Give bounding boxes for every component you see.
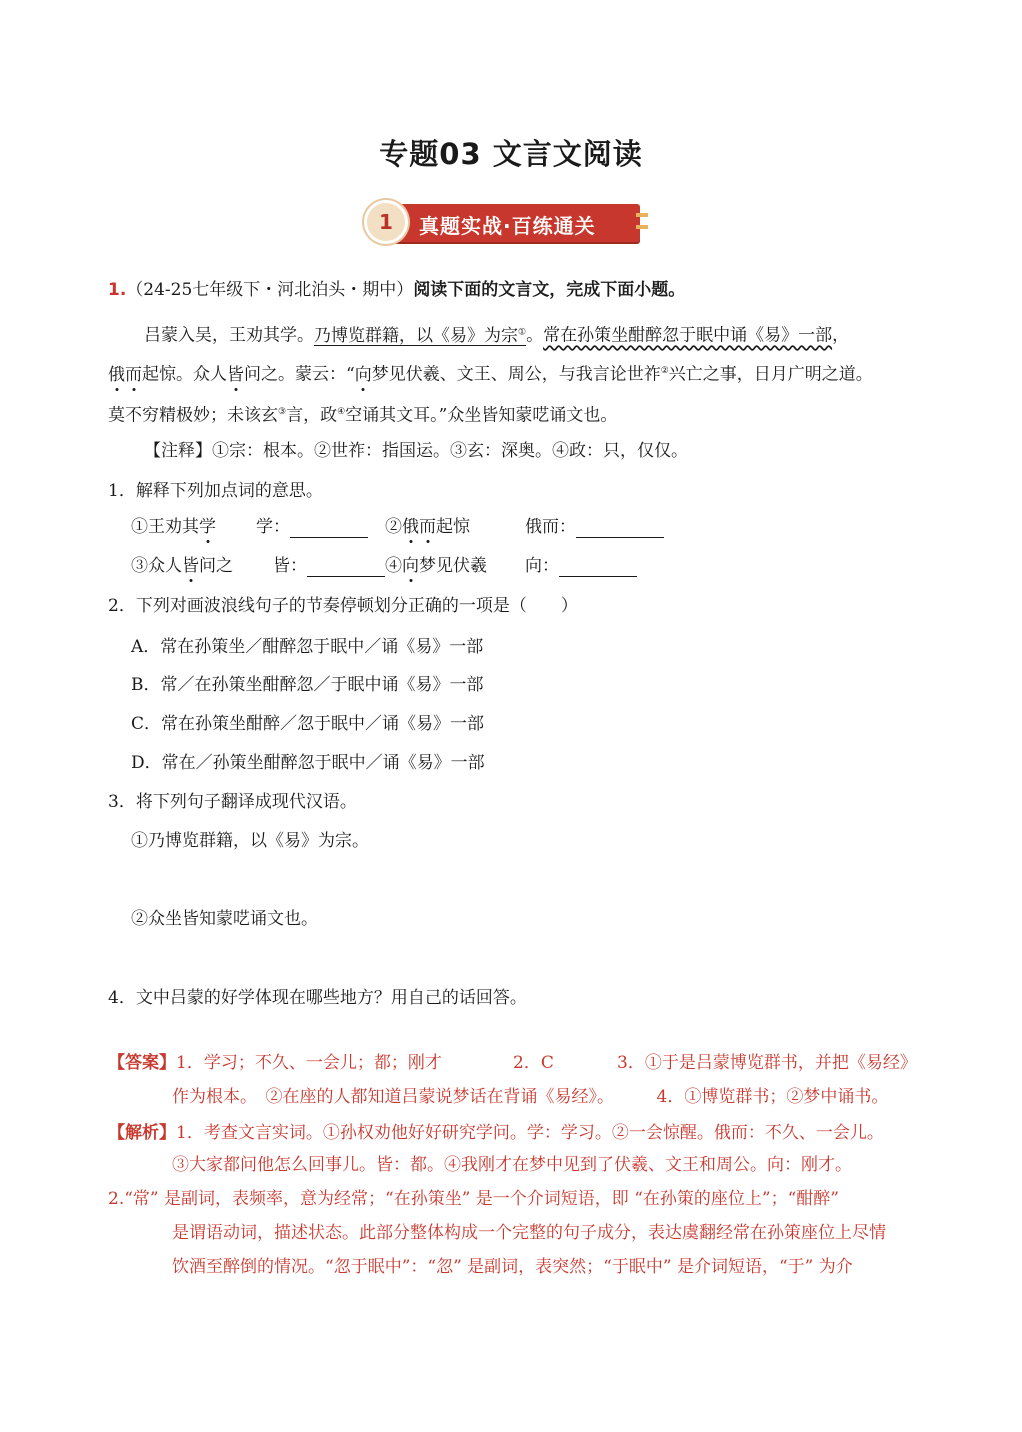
answer-tag: 【答案】 xyxy=(108,1053,176,1073)
passage-line-1 xyxy=(144,321,849,347)
passage-text: 言，政 xyxy=(286,405,338,426)
banner-decoration xyxy=(636,225,648,229)
analysis-text: 1．考查文言实词。①孙权劝他好好研究学问。学：学习。②一会惊醒。俄而：不久、一会儿。 xyxy=(176,1123,884,1143)
item-text: ③众人 xyxy=(131,556,182,576)
dotted-word: 而 xyxy=(419,517,436,537)
item-text: ④ xyxy=(385,556,402,576)
passage-text: 乃博览群籍，以《易》为宗 xyxy=(314,325,518,346)
passage-text: 问之。蒙云：“ xyxy=(244,364,355,385)
passage-line-2 xyxy=(108,360,873,386)
passage-text: 空诵其文耳。”众坐皆知蒙呓诵文也。 xyxy=(345,405,618,426)
item-text: ② xyxy=(385,517,402,537)
sub-question-2: 2．下列对画波浪线句子的节奏停顿划分正确的一项是（ ） xyxy=(108,596,578,616)
item-label: 俄而： xyxy=(525,517,576,537)
answer-line-2: 作为根本。 ②在座的人都知道吕蒙说梦话在背诵《易经》。 4．①博览群书；②梦中诵书。 xyxy=(172,1087,889,1107)
sub-question-4: 4．文中吕蒙的好学体现在哪些地方？用自己的话回答。 xyxy=(108,988,527,1008)
q1-row-1-answer xyxy=(256,516,368,538)
q1-row-1b xyxy=(385,516,470,538)
sub-question-3: 3．将下列句子翻译成现代汉语。 xyxy=(108,792,357,812)
translation-item-2: ②众坐皆知蒙呓诵文也。 xyxy=(131,909,318,929)
passage-text: 梦见伏羲、文王、周公，与我言论世祚 xyxy=(371,364,661,385)
dotted-word: 俄 xyxy=(402,517,419,537)
item-text: 问之 xyxy=(199,556,233,576)
analysis-line-2: ③大家都问他怎么回事儿。皆：都。④我刚才在梦中见到了伏羲、文王和周公。向：刚才。 xyxy=(172,1155,852,1175)
answer-text: 1．学习；不久、一会儿；都；刚才 xyxy=(176,1053,442,1073)
analysis-line-4: 是谓语动词，描述状态。此部分整体构成一个完整的句子成分，表达虞翻经常在孙策座位上尽情 xyxy=(172,1223,886,1243)
question-instruction: 阅读下面的文言文，完成下面小题。 xyxy=(413,280,686,300)
dotted-word: 而 xyxy=(125,364,142,385)
answer-blank[interactable] xyxy=(559,558,637,577)
passage-text: 莫不穷精极妙；未该玄 xyxy=(108,405,278,426)
option-b[interactable]: B．常／在孙策坐酣醉忽／于眠中诵《易》一部 xyxy=(131,675,484,695)
question-source: （24-25七年级下・河北泊头・期中） xyxy=(126,280,414,300)
dotted-word: 学 xyxy=(199,517,216,537)
answer-line-1b: 2．C xyxy=(513,1053,554,1073)
passage-notes: 【注释】①宗：根本。②世祚：指国运。③玄：深奥。④政：只，仅仅。 xyxy=(144,441,688,461)
answer-line-1c: 3．①于是吕蒙博览群书，并把《易经》 xyxy=(617,1053,917,1073)
dotted-word: 皆 xyxy=(227,364,244,385)
dotted-word: 俄 xyxy=(108,364,125,385)
item-label: 向： xyxy=(525,556,559,576)
analysis-tag: 【解析】 xyxy=(108,1123,176,1143)
passage-text: 兴亡之事，日月广明之道。 xyxy=(668,364,873,385)
passage-text: ， xyxy=(832,325,850,346)
q1-row-1b-answer xyxy=(525,516,664,538)
question-number: 1. xyxy=(108,280,127,300)
banner-number: 1 xyxy=(364,200,408,244)
item-label: 学： xyxy=(256,517,290,537)
dotted-word: 向 xyxy=(354,364,372,385)
dotted-word: 向 xyxy=(402,556,419,576)
passage-text: 吕蒙入吴，王劝其学。 xyxy=(144,325,314,346)
passage-line-3 xyxy=(108,401,617,427)
item-text: 梦见伏羲 xyxy=(419,556,487,576)
passage-text: 。 xyxy=(526,325,544,346)
footnote-mark: ② xyxy=(660,366,669,376)
question-header xyxy=(108,279,685,301)
item-text: 起惊 xyxy=(436,517,470,537)
option-d[interactable]: D．常在／孙策坐酣醉忽于眠中／诵《易》一部 xyxy=(131,753,485,773)
q1-row-2 xyxy=(131,555,233,577)
item-label: 皆： xyxy=(273,556,307,576)
wavy-underlined-sentence: 常在孙策坐酣醉忽于眠中诵《易》一部 xyxy=(543,325,833,346)
sub-question-1: 1．解释下列加点词的意思。 xyxy=(108,481,323,501)
answer-blank[interactable] xyxy=(307,558,385,577)
answer-blank[interactable] xyxy=(576,519,664,538)
translation-item-1: ①乃博览群籍，以《易》为宗。 xyxy=(131,831,369,851)
analysis-line-1 xyxy=(108,1122,884,1144)
footnote-mark: ③ xyxy=(278,407,287,417)
underlined-sentence xyxy=(314,326,526,346)
q1-row-1 xyxy=(131,516,216,538)
answer-blank[interactable] xyxy=(290,519,368,538)
banner-decoration xyxy=(636,213,648,217)
option-c[interactable]: C．常在孙策坐酣醉／忽于眠中／诵《易》一部 xyxy=(131,714,485,734)
analysis-line-5: 饮酒至醉倒的情况。“忽于眠中”：“忽” 是副词，表突然；“于眠中” 是介词短语，“于” 为介 xyxy=(172,1257,853,1277)
footnote-mark: ④ xyxy=(337,407,346,417)
footnote-mark: ① xyxy=(518,327,527,337)
page-title: 专题03 文言文阅读 xyxy=(379,137,643,171)
dotted-word: 皆 xyxy=(182,556,199,576)
item-text: ①王劝其 xyxy=(131,517,199,537)
q1-row-2-answer xyxy=(273,555,385,577)
banner-text: 真题实战·百练通关 xyxy=(419,214,596,238)
analysis-line-3: 2.“常” 是副词，表频率，意为经常；“在孙策坐” 是一个介词短语，即 “在孙策的座位上”；“酣醉” xyxy=(108,1189,839,1209)
answer-line-1 xyxy=(108,1052,442,1074)
option-a[interactable]: A．常在孙策坐／酣醉忽于眠中／诵《易》一部 xyxy=(131,637,484,657)
passage-text: 起惊。众人 xyxy=(142,364,227,385)
q1-row-2b-answer xyxy=(525,555,637,577)
section-banner xyxy=(364,199,654,247)
q1-row-2b xyxy=(385,555,487,577)
